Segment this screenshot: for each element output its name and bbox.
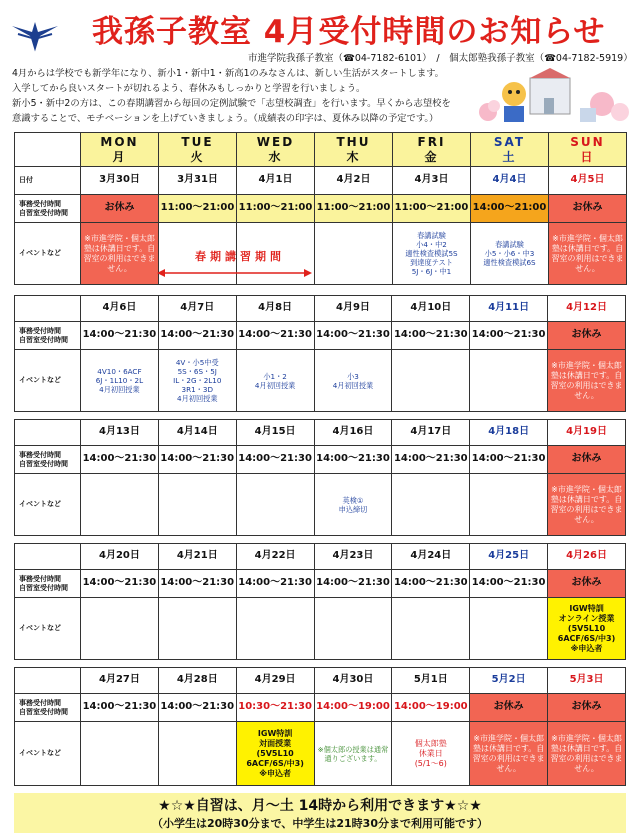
hours-cell: 14:00～21:30 <box>470 570 548 598</box>
hours-cell: 11:00～21:00 <box>237 195 315 223</box>
hours-cell: お休み <box>548 446 626 474</box>
date-cell: 3月31日 <box>159 167 237 195</box>
hours-cell: 11:00～21:00 <box>393 195 471 223</box>
date-cell: 4月7日 <box>158 296 236 322</box>
corner-cell <box>15 133 81 167</box>
holiday-note: ※市進学院・個太郎塾は休講日です。自習室の利用はできません。 <box>549 223 627 285</box>
holiday-note: ※市進学院・個太郎塾は休講日です。自習室の利用はできません。 <box>548 722 626 786</box>
event-cell: 小1・2 4月初回授業 <box>236 350 314 412</box>
date-cell: 4月27日 <box>81 668 159 694</box>
hours-cell: 14:00～21:30 <box>314 322 392 350</box>
date-cell: 4月19日 <box>548 420 626 446</box>
event-cell <box>236 598 314 660</box>
date-cell: 5月1日 <box>392 668 470 694</box>
hours-cell: 14:00～21:30 <box>158 570 236 598</box>
corner-cell <box>15 668 81 694</box>
hours-cell: 14:00～21:30 <box>158 694 236 722</box>
hours-cell: 14:00～21:30 <box>158 322 236 350</box>
event-cell <box>392 350 470 412</box>
hours-cell: 14:00～21:00 <box>471 195 549 223</box>
date-cell: 4月17日 <box>392 420 470 446</box>
igw-online-event: IGW特訓 オンライン授業 (5V5L10 6ACF/6S/中3) ※申込者 <box>548 598 626 660</box>
date-cell: 4月28日 <box>158 668 236 694</box>
hours-label: 事務受付時間 自習室受付時間 <box>15 694 81 722</box>
hours-cell: お休み <box>548 322 626 350</box>
event-cell <box>158 598 236 660</box>
school-logo-icon <box>10 12 60 52</box>
intro-line-2: 入学してから良いスタートが切れるよう、春休みもしっかりと学習を行いましょう。 <box>12 83 366 94</box>
notice-header <box>0 0 637 125</box>
hours-cell: 14:00～21:30 <box>81 694 159 722</box>
corner-cell <box>15 544 81 570</box>
event-cell <box>81 474 159 536</box>
corner-cell <box>15 420 81 446</box>
hours-cell: 14:00～21:30 <box>470 322 548 350</box>
hours-cell: 14:00～21:30 <box>314 570 392 598</box>
hours-cell: 14:00～21:30 <box>392 446 470 474</box>
corner-cell <box>15 296 81 322</box>
date-cell: 4月18日 <box>470 420 548 446</box>
event-cell <box>470 598 548 660</box>
hours-cell: 14:00～21:30 <box>158 446 236 474</box>
date-cell: 4月14日 <box>158 420 236 446</box>
day-header-thu: THU 木 <box>315 133 393 167</box>
event-cell <box>315 223 393 285</box>
holiday-note: ※市進学院・個太郎塾は休講日です。自習室の利用はできません。 <box>548 350 626 412</box>
hours-cell: 14:00～21:30 <box>314 446 392 474</box>
kotaro-note: ※個太郎の授業は通常通りございます。 <box>314 722 392 786</box>
selfstudy-footer <box>14 793 626 833</box>
date-cell: 4月4日 <box>471 167 549 195</box>
date-cell: 4月9日 <box>314 296 392 322</box>
page-title: 我孫子教室 4月受付時間のお知らせ <box>92 14 606 50</box>
event-cell <box>158 722 236 786</box>
hours-cell: 14:00～21:30 <box>392 570 470 598</box>
week-4-table <box>14 543 626 660</box>
date-cell: 4月10日 <box>392 296 470 322</box>
date-cell: 4月11日 <box>470 296 548 322</box>
hours-cell: 14:00～21:30 <box>392 322 470 350</box>
event-label: イベントなど <box>15 598 81 660</box>
event-cell <box>314 598 392 660</box>
hours-label: 事務受付時間 自習室受付時間 <box>15 446 81 474</box>
hours-label: 事務受付時間 自習室受付時間 <box>15 322 81 350</box>
date-cell: 4月12日 <box>548 296 626 322</box>
date-cell: 4月5日 <box>549 167 627 195</box>
date-cell: 4月24日 <box>392 544 470 570</box>
day-header-tue: TUE 火 <box>159 133 237 167</box>
date-cell: 4月13日 <box>81 420 159 446</box>
date-cell: 4月30日 <box>314 668 392 694</box>
hours-cell: 14:00～21:30 <box>81 570 159 598</box>
spring-course-label: 春期講習期間 <box>195 250 285 263</box>
footer-line-2: （小学生は20時30分まで、中学生は21時30分まで利用可能です） <box>151 817 488 830</box>
event-cell: 英検① 申込締切 <box>314 474 392 536</box>
date-cell: 4月8日 <box>236 296 314 322</box>
date-cell: 4月23日 <box>314 544 392 570</box>
kotaro-closed-note: 個太郎塾 休業日 (5/1～6) <box>392 722 470 786</box>
hours-cell: 14:00～21:30 <box>236 570 314 598</box>
hours-cell: 11:00～21:00 <box>159 195 237 223</box>
date-cell: 3月30日 <box>81 167 159 195</box>
hours-cell: 14:00～19:00 <box>392 694 470 722</box>
hours-cell: お休み <box>548 694 626 722</box>
hours-cell: 14:00～21:30 <box>470 446 548 474</box>
hours-cell: 14:00～21:30 <box>81 446 159 474</box>
footer-line-1: ★☆★自習は、月～土 14時から利用できます★☆★ <box>158 798 482 814</box>
event-cell: 4V10・6ACF 6J・1L10・2L 4月初回授業 <box>81 350 159 412</box>
date-cell: 5月2日 <box>470 668 548 694</box>
hours-cell: 14:00～19:00 <box>314 694 392 722</box>
hours-cell: お休み <box>549 195 627 223</box>
intro-line-1: 4月からは学校でも新学年になり、新小1・新中1・新高1のみなさんは、新しい生活がスタートします。 <box>12 68 444 79</box>
intro-line-4: 意識することで、モチベーションを上げていきましょう。（成績表の印字は、夏休み以降の予定です。） <box>12 113 439 124</box>
date-cell: 4月16日 <box>314 420 392 446</box>
day-header-fri: FRI 金 <box>393 133 471 167</box>
date-cell: 4月21日 <box>158 544 236 570</box>
hours-cell: お休み <box>548 570 626 598</box>
event-label: イベントなど <box>15 474 81 536</box>
intro-text <box>12 66 472 126</box>
date-cell: 4月3日 <box>393 167 471 195</box>
hours-cell: お休み <box>470 694 548 722</box>
date-label: 日付 <box>15 167 81 195</box>
event-cell <box>470 474 548 536</box>
hours-label: 事務受付時間 自習室受付時間 <box>15 570 81 598</box>
event-label: イベントなど <box>15 722 81 786</box>
event-label: イベントなど <box>15 223 81 285</box>
date-cell: 4月6日 <box>81 296 159 322</box>
event-cell <box>392 598 470 660</box>
day-header-sun: SUN 日 <box>549 133 627 167</box>
date-cell: 4月25日 <box>470 544 548 570</box>
event-cell <box>392 474 470 536</box>
hours-cell: 10:30～21:30 <box>236 694 314 722</box>
date-cell: 4月22日 <box>236 544 314 570</box>
week-1-table <box>14 132 627 285</box>
date-cell: 4月20日 <box>81 544 159 570</box>
day-header-wed: WED 水 <box>237 133 315 167</box>
date-cell: 5月3日 <box>548 668 626 694</box>
hours-cell: お休み <box>81 195 159 223</box>
week-2-table <box>14 295 626 412</box>
hours-cell: 14:00～21:30 <box>236 322 314 350</box>
school-contact: 市進学院我孫子教室（☎04-7182-6101） / 個太郎塾我孫子教室（☎04-7182-5919） <box>248 53 633 64</box>
double-arrow-icon <box>157 268 312 278</box>
day-header-mon: MON 月 <box>81 133 159 167</box>
date-cell: 4月26日 <box>548 544 626 570</box>
event-cell <box>158 474 236 536</box>
holiday-note: ※市進学院・個太郎塾は休講日です。自習室の利用はできません。 <box>81 223 159 285</box>
event-cell <box>81 598 159 660</box>
event-cell: 4V・小5中受 5S・6S・5J IL・2G・2L10 3R1・3D 4月初回授業 <box>158 350 236 412</box>
hours-cell: 14:00～21:30 <box>236 446 314 474</box>
event-cell: 春講試験 小4・中2 適性検査模試5S 到達度テスト 5J・6J・中1 <box>393 223 471 285</box>
day-header-sat: SAT 土 <box>471 133 549 167</box>
event-label: イベントなど <box>15 350 81 412</box>
event-cell: 春講試験 小5・小6・中3 適性検査模試6S <box>471 223 549 285</box>
event-cell: 小3 4月初回授業 <box>314 350 392 412</box>
event-cell <box>470 350 548 412</box>
holiday-note: ※市進学院・個太郎塾は休講日です。自習室の利用はできません。 <box>548 474 626 536</box>
event-cell <box>81 722 159 786</box>
date-cell: 4月2日 <box>315 167 393 195</box>
event-cell <box>236 474 314 536</box>
igw-inperson-event: IGW特訓 対面授業 (5V5L10 6ACF/6S/中3) ※申込者 <box>236 722 314 786</box>
hours-cell: 14:00～21:30 <box>81 322 159 350</box>
school-illustration-icon <box>474 64 634 126</box>
week-5-table <box>14 667 626 786</box>
date-cell: 4月1日 <box>237 167 315 195</box>
holiday-note: ※市進学院・個太郎塾は休講日です。自習室の利用はできません。 <box>470 722 548 786</box>
date-cell: 4月15日 <box>236 420 314 446</box>
hours-cell: 11:00～21:00 <box>315 195 393 223</box>
hours-label: 事務受付時間 自習室受付時間 <box>15 195 81 223</box>
intro-line-3: 新小5・新中2の方は、この春期講習から毎回の定例試験で「志望校調査」を行います。早くから志望校を <box>12 98 451 109</box>
date-cell: 4月29日 <box>236 668 314 694</box>
week-3-table <box>14 419 626 536</box>
